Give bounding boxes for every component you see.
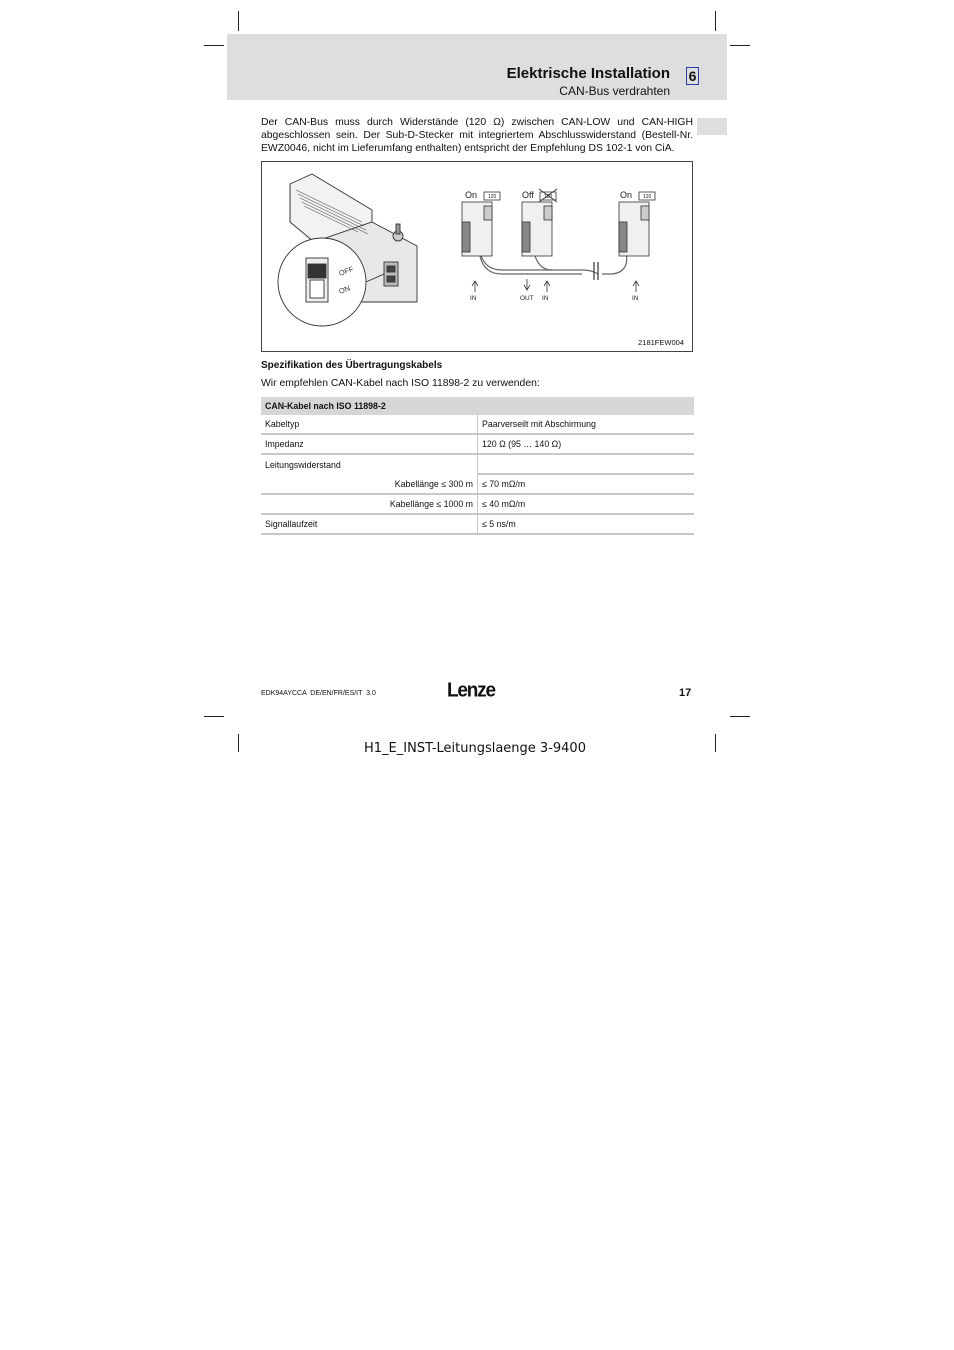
table-cell-label: Impedanz bbox=[261, 434, 478, 454]
switch-on-label: ON bbox=[337, 283, 352, 296]
port-label-in: IN bbox=[470, 295, 477, 302]
figure-code: 2181FEW004 bbox=[638, 338, 684, 347]
connector-2-state: Off bbox=[522, 190, 534, 200]
connector-3 bbox=[619, 192, 655, 256]
figure-frame bbox=[261, 161, 693, 352]
arrow-up-icon bbox=[544, 281, 550, 292]
chapter-side-tab bbox=[697, 118, 727, 135]
document-id: EDK94AYCCA DE/EN/FR/ES/IT 3.0 bbox=[261, 690, 376, 697]
cable-spec-table bbox=[261, 397, 694, 535]
table-cell-value: 120 Ω (95 … 140 Ω) bbox=[478, 434, 695, 454]
table-cell-label: Kabeltyp bbox=[261, 415, 478, 434]
table-cell-value bbox=[478, 454, 695, 474]
table-row bbox=[261, 514, 694, 534]
file-caption: H1_E_INST-Leitungslaenge 3-9400 bbox=[364, 741, 586, 756]
table-row bbox=[261, 474, 694, 494]
intro-paragraph: Der CAN-Bus muss durch Widerstände (120 Ω) zwischen CAN-LOW und CAN-HIGH abgeschlossen sein. Der Sub-D-Stecker mit integriertem Abschlusswiderstand (Bestell-Nr. EWZ0046, nicht im Lieferumfang enthalten) entspricht der Empfehlung DS 102-1 von CiA. bbox=[261, 117, 693, 154]
table-cell-label: Leitungswiderstand bbox=[265, 459, 341, 470]
crop-mark bbox=[238, 11, 239, 31]
table-cell-value: ≤ 5 ns/m bbox=[478, 514, 695, 534]
chapter-number: 6 bbox=[686, 67, 699, 85]
port-label-in: IN bbox=[542, 295, 549, 302]
arrow-up-icon bbox=[472, 281, 478, 292]
connector-1-resistor: 120 bbox=[488, 194, 497, 200]
crop-mark bbox=[204, 45, 224, 46]
spec-heading: Spezifikation des Übertragungskabels bbox=[261, 360, 443, 371]
connector-1 bbox=[462, 192, 500, 256]
port-label-in: IN bbox=[632, 295, 639, 302]
port-label-out: OUT bbox=[520, 295, 534, 302]
connector-2-resistor: 120 bbox=[544, 194, 553, 200]
connector-illustration bbox=[262, 162, 694, 353]
crop-mark bbox=[715, 734, 716, 752]
table-row bbox=[261, 434, 694, 454]
table-row bbox=[261, 494, 694, 514]
connector-3-resistor: 120 bbox=[643, 194, 652, 200]
table-title: CAN-Kabel nach ISO 11898-2 bbox=[261, 397, 694, 415]
switch-off-label: OFF bbox=[337, 264, 355, 278]
table-row bbox=[261, 415, 694, 434]
table-row bbox=[261, 454, 694, 474]
arrow-up-icon bbox=[633, 281, 639, 292]
crop-mark bbox=[730, 716, 750, 717]
table-header-row bbox=[261, 397, 694, 415]
table-cell-value: ≤ 70 mΩ/m bbox=[478, 474, 695, 494]
spec-text: Wir empfehlen CAN-Kabel nach ISO 11898-2 zu verwenden: bbox=[261, 378, 540, 389]
lenze-logo: Lenze bbox=[447, 679, 495, 702]
table-cell-label: Kabellänge ≤ 300 m bbox=[261, 474, 478, 494]
arrow-down-icon bbox=[524, 279, 530, 290]
table-cell-value: Paarverseilt mit Abschirmung bbox=[478, 415, 695, 434]
crop-mark bbox=[715, 11, 716, 31]
crop-mark bbox=[238, 734, 239, 752]
page-number: 17 bbox=[679, 687, 692, 699]
crop-mark bbox=[730, 45, 750, 46]
page-title: Elektrische Installation bbox=[506, 65, 670, 82]
connector-3-state: On bbox=[620, 190, 633, 200]
table-cell-label: Kabellänge ≤ 1000 m bbox=[261, 494, 478, 514]
connector-1-state: On bbox=[465, 190, 478, 200]
table-cell-label: Signallaufzeit bbox=[261, 514, 478, 534]
crop-mark bbox=[204, 716, 224, 717]
page-subtitle: CAN-Bus verdrahten bbox=[559, 84, 670, 98]
table-cell-value: ≤ 40 mΩ/m bbox=[478, 494, 695, 514]
